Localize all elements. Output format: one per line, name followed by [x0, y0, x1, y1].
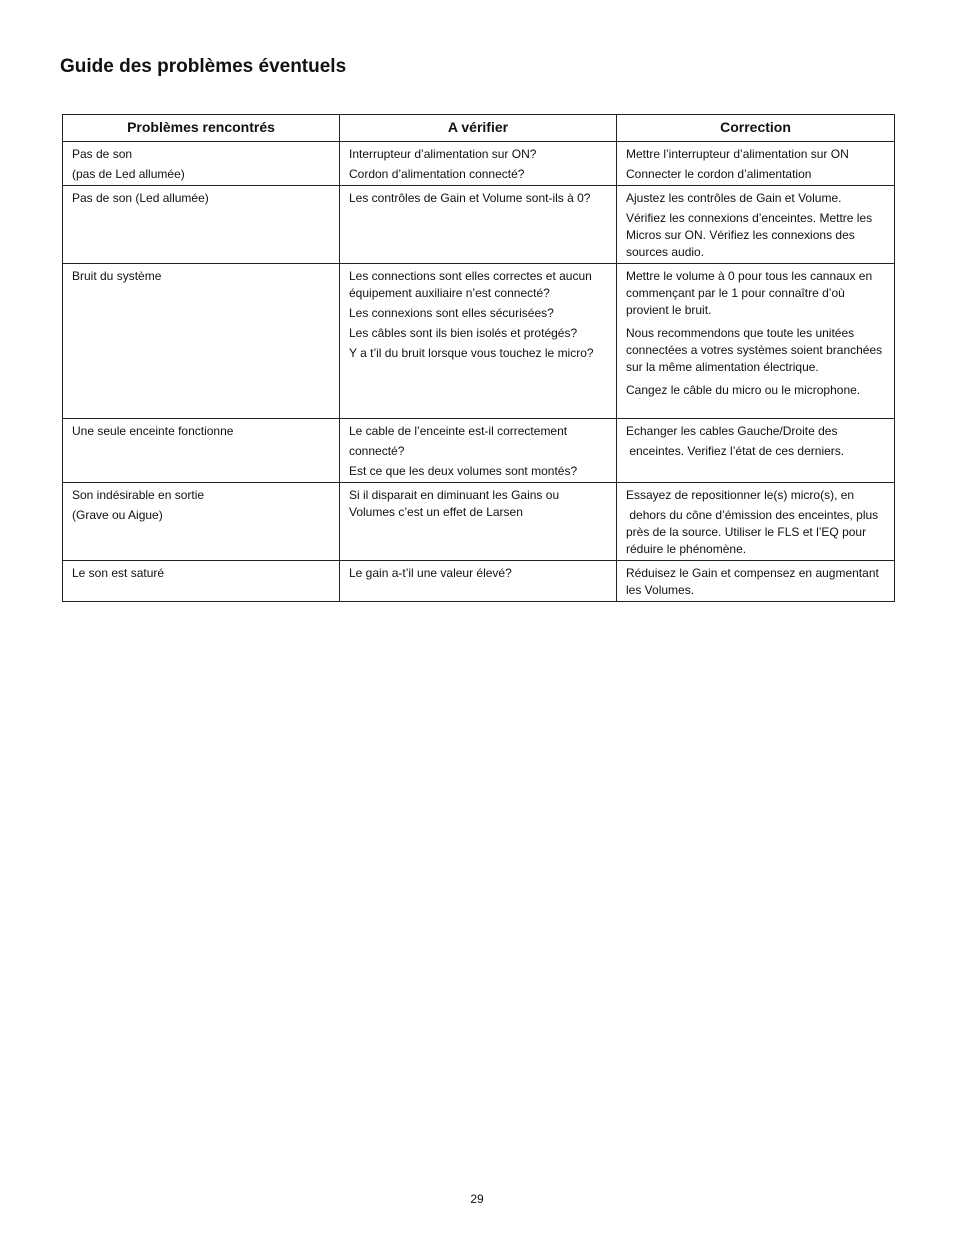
fix-cell — [617, 483, 895, 561]
fix-text: Essayez de repositionner le(s) micro(s), en — [626, 488, 855, 502]
problem-text: (pas de Led allumée) — [72, 167, 185, 181]
problem-cell — [63, 264, 340, 419]
fix-cell — [617, 561, 895, 602]
problem-text: Une seule enceinte fonctionne — [72, 424, 234, 438]
page-title: Guide des problèmes éventuels — [60, 56, 347, 77]
check-text: Les contrôles de Gain et Volume sont-ils à 0? — [349, 191, 591, 205]
problem-cell — [63, 419, 340, 483]
problem-cell — [63, 142, 340, 186]
table-row — [63, 561, 895, 602]
problem-text: Pas de son — [72, 147, 133, 161]
check-text: Le gain a-t’il une valeur élevé? — [349, 566, 512, 580]
fix-cell — [617, 419, 895, 483]
troubleshooting-table — [62, 114, 895, 602]
check-text: Les câbles sont ils bien isolés et protégés? — [349, 326, 578, 340]
check-text: Cordon d’alimentation connecté? — [349, 167, 525, 181]
fix-text: Mettre l’interrupteur d’alimentation sur ON — [626, 147, 849, 161]
fix-text: dehors du cône d’émission des enceintes, plus près de la source. Utiliser le FLS et l’EQ pour réduire le phénomène. — [626, 508, 882, 556]
problem-text: (Grave ou Aigue) — [72, 508, 163, 522]
column-header-problems: Problèmes rencontrés — [63, 115, 340, 142]
fix-cell — [617, 142, 895, 186]
problem-text: Le son est saturé — [72, 566, 165, 580]
check-text: Les connexions sont elles sécurisées? — [349, 306, 554, 320]
check-text: Est ce que les deux volumes sont montés? — [349, 464, 578, 478]
fix-text: Nous recommendons que toute les unitées connectées a votres systèmes soient branchées sur la même alimentation électrique. — [626, 326, 883, 374]
table-row — [63, 483, 895, 561]
check-text: connecté? — [349, 444, 405, 458]
check-text: Le cable de l’enceinte est-il correctement — [349, 424, 568, 438]
column-header-correction: Correction — [617, 115, 895, 142]
table-row — [63, 264, 895, 419]
check-cell — [340, 186, 617, 264]
problem-text: Bruit du système — [72, 269, 162, 283]
check-cell — [340, 419, 617, 483]
check-text: Interrupteur d’alimentation sur ON? — [349, 147, 537, 161]
fix-text: Cangez le câble du micro ou le microphone. — [626, 383, 861, 397]
fix-text: Vérifiez les connexions d’enceintes. Mettre les Micros sur ON. Vérifiez les connexions des sources audio. — [626, 211, 873, 259]
table-header-row — [63, 115, 895, 142]
check-cell — [340, 264, 617, 419]
check-text: Les connections sont elles correctes et aucun équipement auxiliaire n’est connecté? — [349, 269, 592, 300]
check-text: Si il disparait en diminuant les Gains ou Volumes c’est un effet de Larsen — [349, 488, 560, 519]
check-cell — [340, 561, 617, 602]
table-row — [63, 142, 895, 186]
check-cell — [340, 142, 617, 186]
fix-text: Connecter le cordon d’alimentation — [626, 167, 812, 181]
check-cell — [340, 483, 617, 561]
check-text: Y a t’il du bruit lorsque vous touchez le micro? — [349, 346, 594, 360]
table-row — [63, 186, 895, 264]
problem-cell — [63, 483, 340, 561]
fix-text: Mettre le volume à 0 pour tous les cannaux en commençant par le 1 pour connaître d’où provient le bruit. — [626, 269, 873, 317]
fix-text: Echanger les cables Gauche/Droite des — [626, 424, 838, 438]
problem-cell — [63, 186, 340, 264]
fix-text: enceintes. Verifiez l’état de ces derniers. — [626, 444, 845, 458]
problem-text: Son indésirable en sortie — [72, 488, 205, 502]
problem-text: Pas de son (Led allumée) — [72, 191, 209, 205]
fix-cell — [617, 186, 895, 264]
fix-cell — [617, 264, 895, 419]
column-header-check: A vérifier — [340, 115, 617, 142]
fix-text: Ajustez les contrôles de Gain et Volume. — [626, 191, 842, 205]
table-row — [63, 419, 895, 483]
problem-cell — [63, 561, 340, 602]
page-number: 29 — [470, 1192, 484, 1206]
fix-text: Réduisez le Gain et compensez en augmentant les Volumes. — [626, 566, 879, 597]
